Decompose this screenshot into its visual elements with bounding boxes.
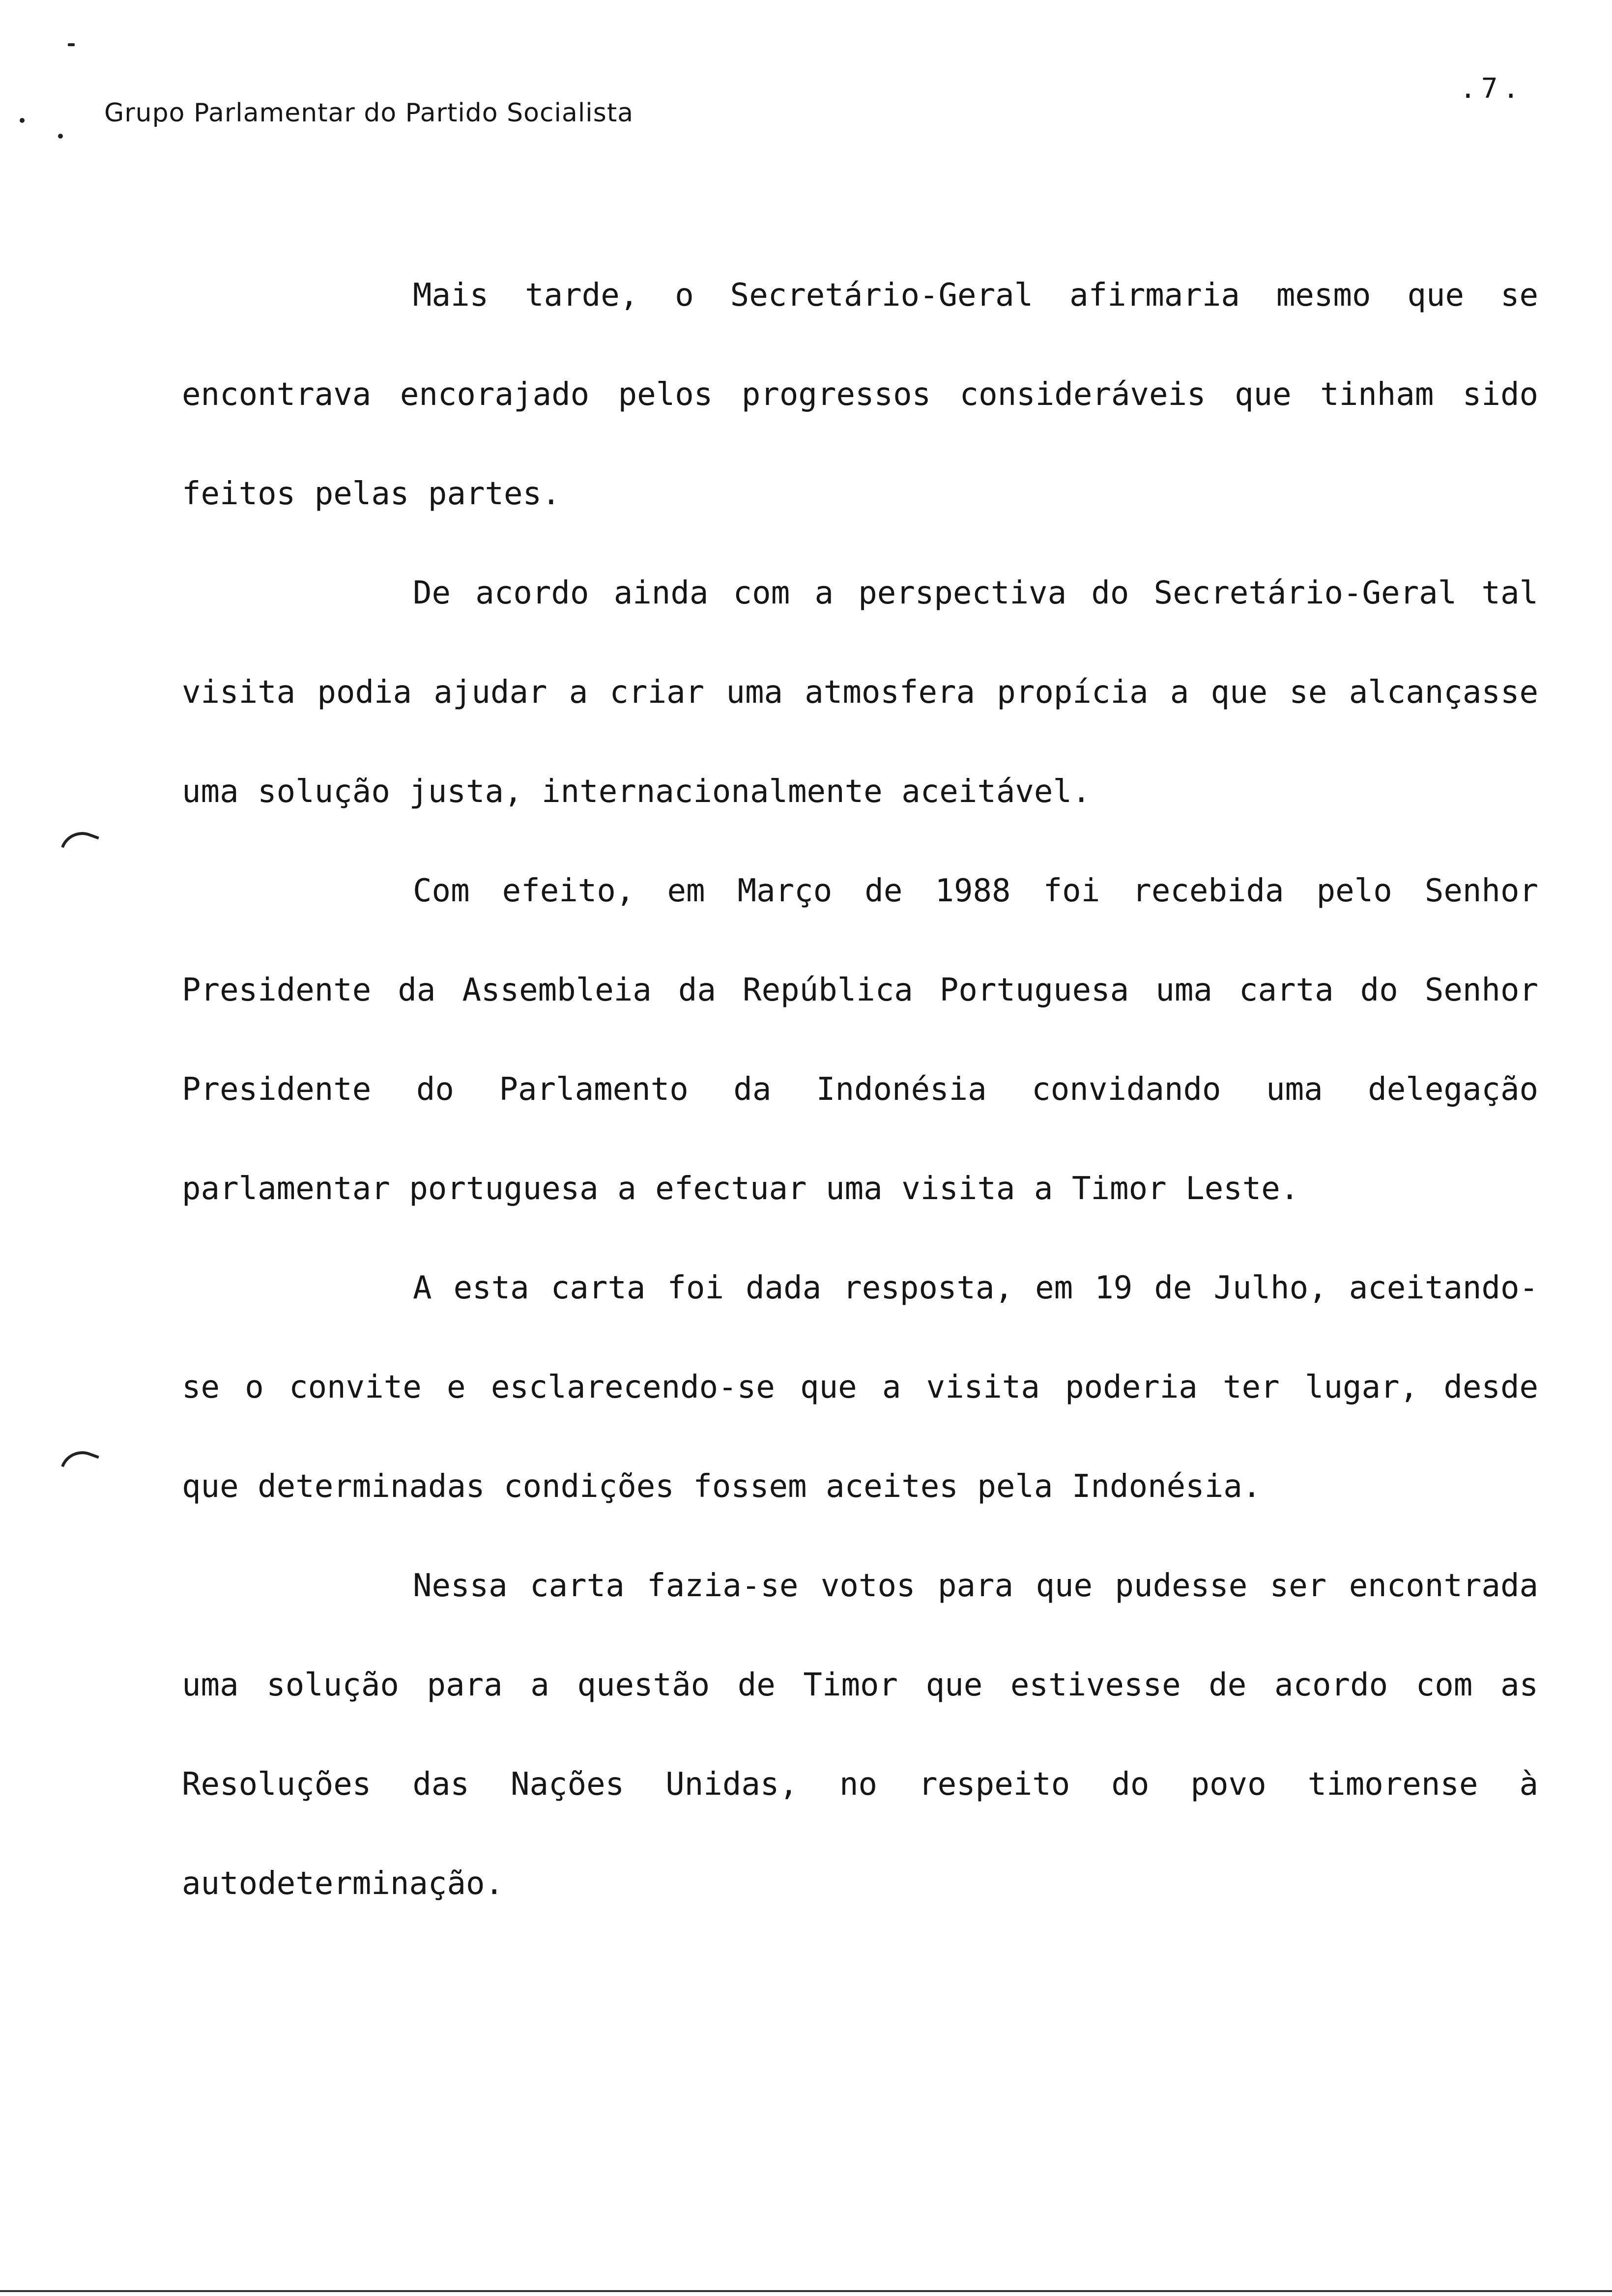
paragraph: Mais tarde, o Secretário-Geral afirmaria mesmo que se encontrava encorajado pelos progressos consideráveis que tinham sido feitos pelas partes.	[182, 277, 1538, 512]
scan-speck	[20, 118, 25, 123]
paragraph: De acordo ainda com a perspectiva do Secretário-Geral tal visita podia ajudar a criar uma atmosfera propícia a que se alcançasse uma solução justa, internacionalmente aceitável.	[182, 575, 1538, 810]
paragraph: Nessa carta fazia-se votos para que pudesse ser encontrada uma solução para a questão de Timor que estivesse de acordo com as Resoluções das Nações Unidas, no respeito do povo timorense à autodeterminação.	[182, 1568, 1538, 1902]
margin-mark	[61, 826, 99, 858]
scan-speck	[68, 43, 75, 46]
scan-speck	[58, 134, 63, 139]
body-text	[182, 246, 1538, 1933]
paragraph: A esta carta foi dada resposta, em 19 de Julho, aceitando-se o convite e esclarecendo-se que a visita poderia ter lugar, desde que determinadas condições fossem aceites pela Indonésia.	[182, 1270, 1538, 1505]
page-number: .7.	[1460, 73, 1525, 105]
margin-mark	[61, 1445, 99, 1477]
paragraph: Com efeito, em Março de 1988 foi recebida pelo Senhor Presidente da Assembleia da República Portuguesa uma carta do Senhor Presidente do Parlamento da Indonésia convidando uma delegação parlamentar portuguesa a efectuar uma visita a Timor Leste.	[182, 873, 1538, 1207]
footer-rule	[0, 2290, 1612, 2292]
header-title: Grupo Parlamentar do Partido Socialista	[104, 98, 634, 128]
